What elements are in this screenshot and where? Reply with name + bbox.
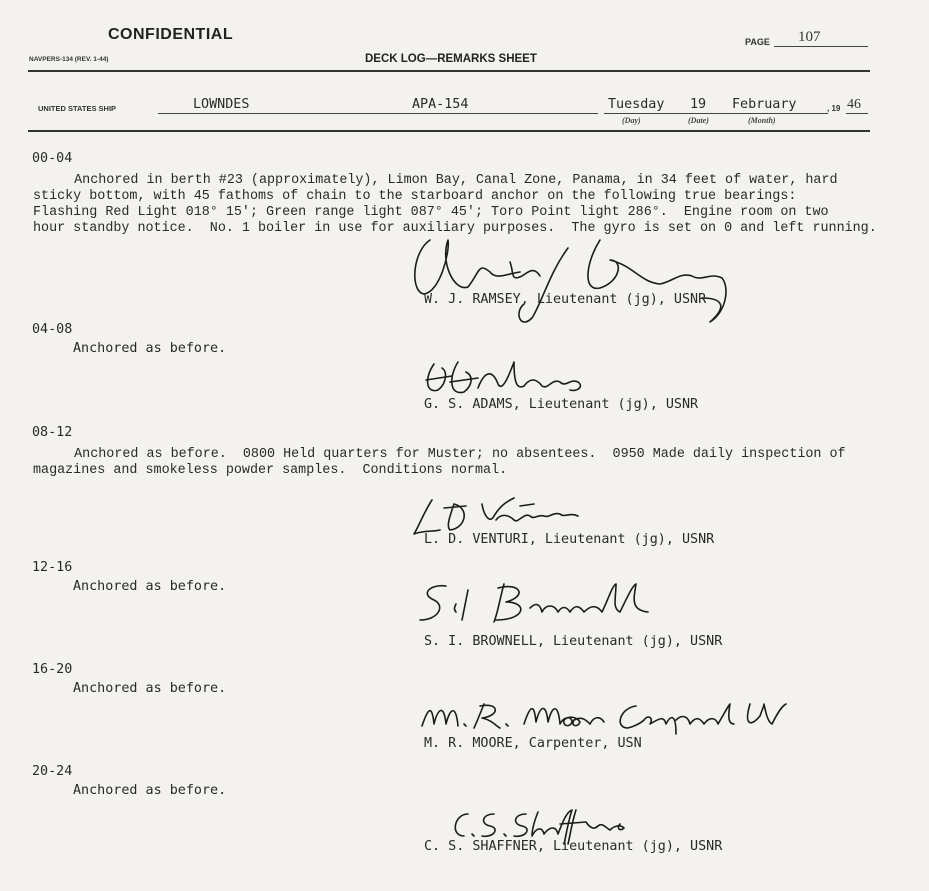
remark-line: Anchored as before. 0800 Held quarters for Muster; no absentees. 0950 Made daily inspection of xyxy=(42,447,846,462)
watch-label-20-24: 20-24 xyxy=(32,764,73,779)
hull-number: APA-154 xyxy=(412,97,469,112)
date-underline xyxy=(604,113,828,114)
remark-line: Anchored as before. xyxy=(73,681,227,696)
signature-ramsey xyxy=(410,232,740,336)
ship-name-underline xyxy=(158,113,598,114)
watch-label-08-12: 08-12 xyxy=(32,425,73,440)
remark-line: hour standby notice. No. 1 boiler in use for auxiliary purposes. The gyro is set on 0 and left running. xyxy=(33,221,877,236)
log-day: Tuesday xyxy=(608,97,665,112)
sheet-title: DECK LOG—REMARKS SHEET xyxy=(365,53,537,65)
ship-line-label: UNITED STATES SHIP xyxy=(38,104,117,113)
page-number: 107 xyxy=(798,29,821,45)
signature-block-name: W. J. RAMSEY, Lieutenant (jg), USNR xyxy=(424,292,707,307)
remark-line: Anchored as before. xyxy=(73,783,227,798)
remark-line: Anchored in berth #23 (approximately), Limon Bay, Canal Zone, Panama, in 34 feet of water, hard xyxy=(42,173,838,188)
signature-block-name: G. S. ADAMS, Lieutenant (jg), USNR xyxy=(424,397,699,412)
ship-line-rule xyxy=(28,130,870,132)
signature-brownell xyxy=(416,578,656,632)
form-number: NAVPERS-134 (REV. 1-44) xyxy=(29,56,109,63)
watch-label-16-20: 16-20 xyxy=(32,662,73,677)
signature-block-name: M. R. MOORE, Carpenter, USN xyxy=(424,736,642,751)
page-label: PAGE xyxy=(745,37,770,47)
signature-block-name: L. D. VENTURI, Lieutenant (jg), USNR xyxy=(424,532,715,547)
signature-block-name: C. S. SHAFFNER, Lieutenant (jg), USNR xyxy=(424,839,723,854)
watch-label-00-04: 00-04 xyxy=(32,151,73,166)
classification-label: CONFIDENTIAL xyxy=(108,26,234,43)
year-suffix: 46 xyxy=(847,97,861,112)
remark-line: sticky bottom, with 45 fathoms of chain to the starboard anchor on the following true bearings: xyxy=(33,189,797,204)
signature-moore xyxy=(414,694,794,742)
remark-line: Flashing Red Light 018° 15'; Green range light 087° 45'; Toro Point light 286°. Engine room on two xyxy=(33,205,829,220)
page-number-underline xyxy=(774,46,868,47)
ship-name: LOWNDES xyxy=(193,97,250,112)
day-caption: (Day) xyxy=(622,116,641,125)
remark-line: Anchored as before. xyxy=(73,579,227,594)
remark-line: Anchored as before. xyxy=(73,341,227,356)
log-date: 19 xyxy=(690,97,707,112)
signature-block-name: S. I. BROWNELL, Lieutenant (jg), USNR xyxy=(424,634,723,649)
date-caption: (Date) xyxy=(688,116,709,125)
log-month: February xyxy=(732,97,797,112)
header-rule xyxy=(28,70,870,72)
watch-label-12-16: 12-16 xyxy=(32,560,73,575)
month-caption: (Month) xyxy=(748,116,776,125)
remark-line: magazines and smokeless powder samples. Conditions normal. xyxy=(33,463,508,478)
watch-label-04-08: 04-08 xyxy=(32,322,73,337)
year-underline xyxy=(846,113,868,114)
year-prefix: , 19 xyxy=(827,104,841,113)
